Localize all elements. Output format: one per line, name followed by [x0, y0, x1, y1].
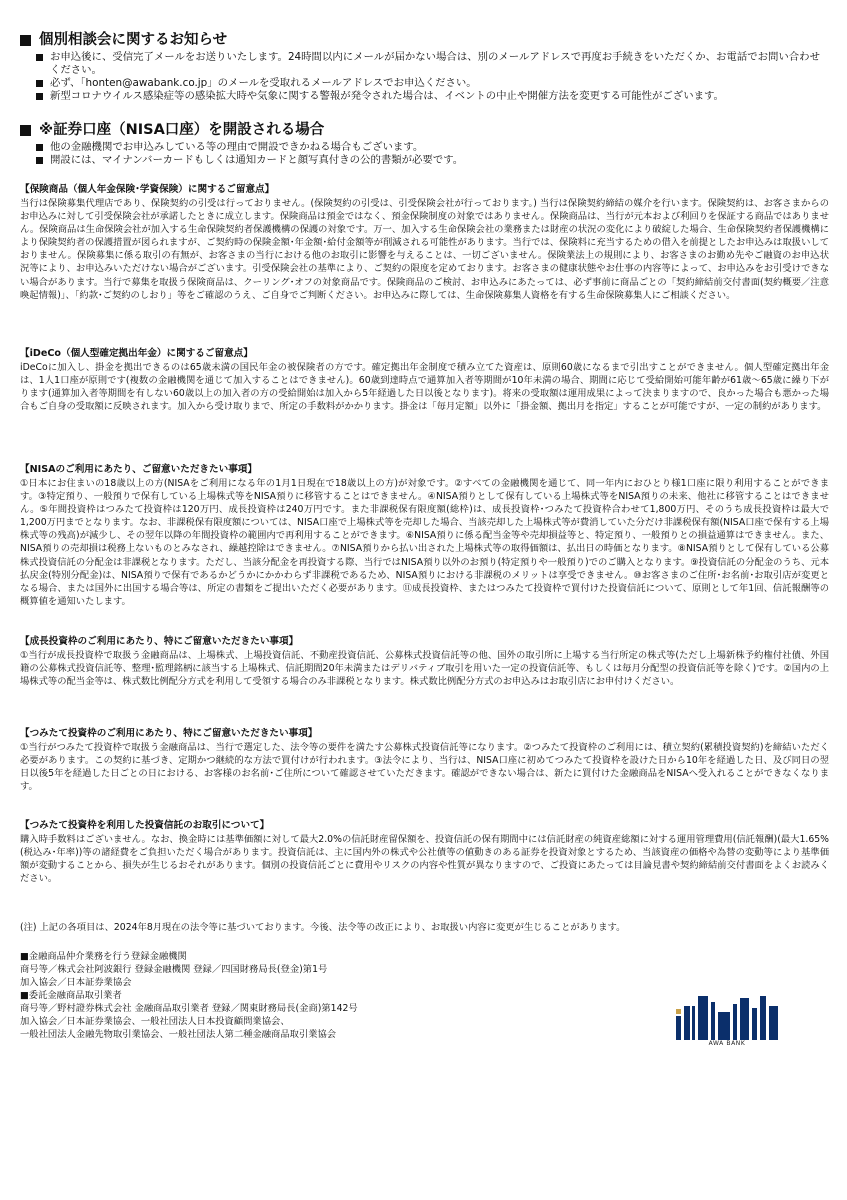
notice-heading [20, 31, 829, 49]
logo-bar [684, 1006, 690, 1040]
list-item: 新型コロナウイルス感染症等の感染拡大時や気象に関する警報が発令された場合は、イベントの中止や開催方法を変更する可能性がございます。 [34, 90, 829, 103]
logo-bar [733, 1004, 737, 1040]
notice-title: 個別相談会に関するお知らせ [39, 32, 228, 48]
org-line: 商号等／株式会社阿波銀行 登録金融機関 登録／四国財務局長(登金)第1号 [20, 964, 328, 975]
nisa-title: 【NISAのご利用にあたり、ご留意いただきたい事項】 [20, 464, 257, 475]
notice-list [34, 51, 829, 103]
list-item: 開設には、マイナンバーカードもしくは通知カードと顔写真付きの公的書類が必要です。 [34, 154, 829, 167]
footnote: (注) 上記の各項目は、2024年8月現在の法令等に基づいております。今後、法令等の改正により、お取扱い内容に変更が生じることがあります。 [20, 922, 626, 933]
logo-bar [676, 1016, 681, 1040]
organization-info [20, 950, 647, 1041]
org-line: 商号等／野村證券株式会社 金融商品取引業者 登録／関東財務局長(金商)第142号 [20, 1003, 358, 1014]
nisa-section [20, 463, 829, 608]
insurance-section [20, 183, 829, 302]
logo-bar [740, 998, 749, 1040]
securities-title: ※証券口座（NISA口座）を開設される場合 [39, 122, 325, 138]
square-bullet-icon [20, 35, 31, 46]
logo-dot [676, 1009, 681, 1014]
org-line: ■委託金融商品取引業者 [20, 990, 122, 1001]
logo-bar [718, 1012, 730, 1040]
insurance-body: 当行は保険募集代理店であり、保険契約の引受は行っておりません。(保険契約の引受は、引受保険会社が行っております。) 当行は保険契約締結の媒介を行います。保険契約は、お客さまからのお申込みに対して引受保険会社が承諾したときに成立します。保険商品は預金ではなく、預金保険制度の対象ではありません。保険商品は、当行が元本および利回りを保証する商品ではありません。保険商品は生命保険会社が加入する生命保険契約者保護機構の保護の対象です。万一、加入する生命保険会社の業務または財産の状況の変化により破綻した場合、生命保険契約者保護機構により保険契約者の保護措置が図られますが、ご契約時の保険金額･年金額･給付金額等が削減される可能性があります。当行では、保険料に充当するための借入を前提としたお申込みは取扱いしておりません。保険募集に係る取引の有無が、お客さまの当行における他のお取引に影響を与えることは、一切ございません。保険業法上の規則により、お客さまのお勤め先やご融資のお申込状況等により、お申込みいただけない場合がございます。引受保険会社の基準により、ご契約の限度を定めております。お客さまの健康状態やお仕事の内容等によって、お申込みをお引受けできない場合があります。当行で募集を取扱う保険商品は、クーリング･オフの対象商品です。保険商品のご検討、お申込みにあたっては、必ず事前に商品ごとの「契約締結前交付書面(契約概要／注意喚起情報)」、「約款･ご契約のしおり」等をご確認のうえ、ご自身でご判断ください。お申込みに際しては、生命保険募集人資格を有する生命保険募集人にご相談ください。 [20, 198, 829, 301]
list-item: 必ず、「honten@awabank.co.jp」のメールを受取れるメールアドレスでお申込ください。 [34, 77, 829, 90]
nisa-body: ①日本にお住まいの18歳以上の方(NISAをご利用になる年の1月1日現在で18歳以上の方)が対象です。②すべての金融機関を通じて、同一年内におひとり様1口座に限り利用することができます。③特定預り、一般預りで保有している上場株式等をNISA預りに移管することはできません。④NISA預りとして保有している上場株式等をNISA預りの未来、他社に移管することはできません。⑤年間投資枠はつみたて投資枠は120万円、成長投資枠は240万円です。また非課税保有限度額(総枠)は、成長投資枠･つみたて投資枠合わせて1,800万円、そのうち成長投資枠は最大で1,200万円までとなります。なお、非課税保有限度額については、NISA口座で上場株式等を売却した場合、当該売却した上場株式等が費消していた分だけ非課税保有額(NISA口座で保有する上場株式等の残高)が減少し、その翌年以降の年間投資枠の範囲内で再利用することができます。⑥NISA預りに係る配当金等や売却損益等と、特定預り、一般預りとの損益通算はできません。また、NISA預りの売却損は税務上ないものとみなされ、繰越控除はできません。⑦NISA預りから払い出された上場株式等の取得価額は、払出日の時価となります。⑧NISA預りとして保有している公募株式投資信託の分配金は非課税となります。ただし、当該分配金を再投資する際、当行ではNISA預り以外のお預り(特定預りや一般預り)でのご購入となります。⑨投資信託の分配金のうち、元本払戻金(特別分配金)は、NISA預りで保有であるかどうかにかかわらず非課税であるため、NISA預りにおける非課税のメリットは享受できません。⑩お客さまのご住所･お名前･お取引店が変更となる場合、または国外に出国する場合等は、所定の書類をご提出いただく必要があります。⑪成長投資枠、またはつみたて投資枠で買付けた投資信託について、原則として年1回、信託報酬等の概算値を通知いたします。 [20, 478, 829, 607]
securities-heading [20, 121, 829, 139]
tsumitate-section [20, 727, 829, 793]
tsumitate-body: ①当行がつみたて投資枠で取扱う金融商品は、当行で選定した、法令等の要件を満たす公募株式投資信託等になります。②つみたて投資枠のご利用には、積立契約(累積投資契約)を締結いただく必要があります。この契約に基づき、定期かつ継続的な方法で買付けが行われます。③法令により、当行は、NISA口座に初めてつみたて投資枠を設けた日から10年を経過した日、及び同日の翌日以後5年を経過した日ごとの日における、お客様のお名前･ご住所について確認させていただきます。確認ができない場合は、新たに買付けた金融商品をNISAへ受入れることができなくなります。 [20, 742, 829, 793]
ideco-title: 【iDeCo（個人型確定拠出年金）に関するご留意点】 [20, 348, 253, 359]
fund-title: 【つみたて投資枠を利用した投資信託のお取引について】 [20, 820, 270, 831]
notice-section [20, 31, 829, 103]
list-item: お申込後に、受信完了メールをお送りいたします。24時間以内にメールが届かない場合は、別のメールアドレスで再度お手続きをいただくか、お電話でお問い合わせください。 [34, 51, 829, 77]
fund-body: 購入時手数料はございません。なお、換金時には基準価額に対して最大2.0%の信託財産留保額を、投資信託の保有期間中には信託財産の純資産総額に対する運用管理費用(信託報酬)(最大1.65%(税込み･年率))等の諸経費をご負担いただく場合があります。投資信託は、主に国内外の株式や公社債等の値動きのある証券を投資対象とするため、当該資産の価格や為替の変動等により基準価額が変動することから、損失が生じるおそれがあります。個別の投資信託ごとに費用やリスクの内容や性質が異なりますので、ご投資にあたっては目論見書や契約締結前交付書面をよくお読みください。 [20, 834, 829, 885]
ideco-section [20, 347, 829, 413]
org-line: 加入協会／日本証券業協会 [20, 977, 132, 988]
securities-list [34, 141, 829, 167]
fund-section [20, 819, 829, 885]
logo-bar [698, 996, 708, 1040]
growth-title: 【成長投資枠のご利用にあたり、特にご留意いただきたい事項】 [20, 636, 299, 647]
awa-bank-logo [676, 996, 778, 1040]
growth-section [20, 635, 829, 688]
tsumitate-title: 【つみたて投資枠のご利用にあたり、特にご留意いただきたい事項】 [20, 728, 318, 739]
growth-body: ①当行が成長投資枠で取扱う金融商品は、上場株式、上場投資信託、不動産投資信託、公募株式投資信託等の他、国外の取引所に上場する当行所定の株式等(ただし上場新株予約権付社債、外国籍の公募株式投資信託等、整理･監理銘柄に該当する上場株式、信託期間20年未満またはデリバティブ取引を用いた一定の投資信託等、もしくは毎月分配型の投資信託等を除く)です。②国内の上場株式等の配当金等は、株式数比例配分方式を利用して受領する場合のみ非課税となります。株式数比例配分方式のお申込みはお取引店にお申付けください。 [20, 650, 829, 688]
logo-text: AWA BANK [708, 1040, 746, 1047]
org-line: ■金融商品仲介業務を行う登録金融機関 [20, 951, 187, 962]
logo-bar [760, 996, 766, 1040]
logo-bar [711, 1002, 715, 1040]
ideco-body: iDeCoに加入し、掛金を拠出できるのは65歳未満の国民年金の被保険者の方です。確定拠出年金制度で積み立てた資産は、原則60歳になるまで引出すことができません。個人型確定拠出年金は、1人1口座が原則です(複数の金融機関を通じて加入することはできません)。60歳到達時点で通算加入者等期間が10年未満の場合、期間に応じて受給開始可能年齢が61歳～65歳に繰り下がります(通算加入者等期間を有しない60歳以上の加入者の方の受給開始は加入から5年経過した日以後となります)。将来の受取額は運用成果によって決まりますので、良かった場合も悪かった場合もご自身の受取額に反映されます。加入から受け取りまで、所定の手数料がかかります。掛金は「毎月定額」以外に「掛金額、拠出月を指定」することが可能ですが、一定の制約があります。 [20, 362, 829, 413]
logo-bar [769, 1006, 778, 1040]
list-item: 他の金融機関でお申込みしている等の理由で開設できかねる場合もございます。 [34, 141, 829, 154]
square-bullet-icon [20, 125, 31, 136]
insurance-title: 【保険商品（個人年金保険･学資保険）に関するご留意点】 [20, 184, 275, 195]
securities-section [20, 121, 829, 167]
logo-bar [692, 1006, 695, 1040]
org-line: 一般社団法人金融先物取引業協会、一般社団法人第二種金融商品取引業協会 [20, 1029, 337, 1040]
logo-bar [752, 1008, 757, 1040]
org-line: 加入協会／日本証券業協会、一般社団法人日本投資顧問業協会、 [20, 1016, 290, 1027]
